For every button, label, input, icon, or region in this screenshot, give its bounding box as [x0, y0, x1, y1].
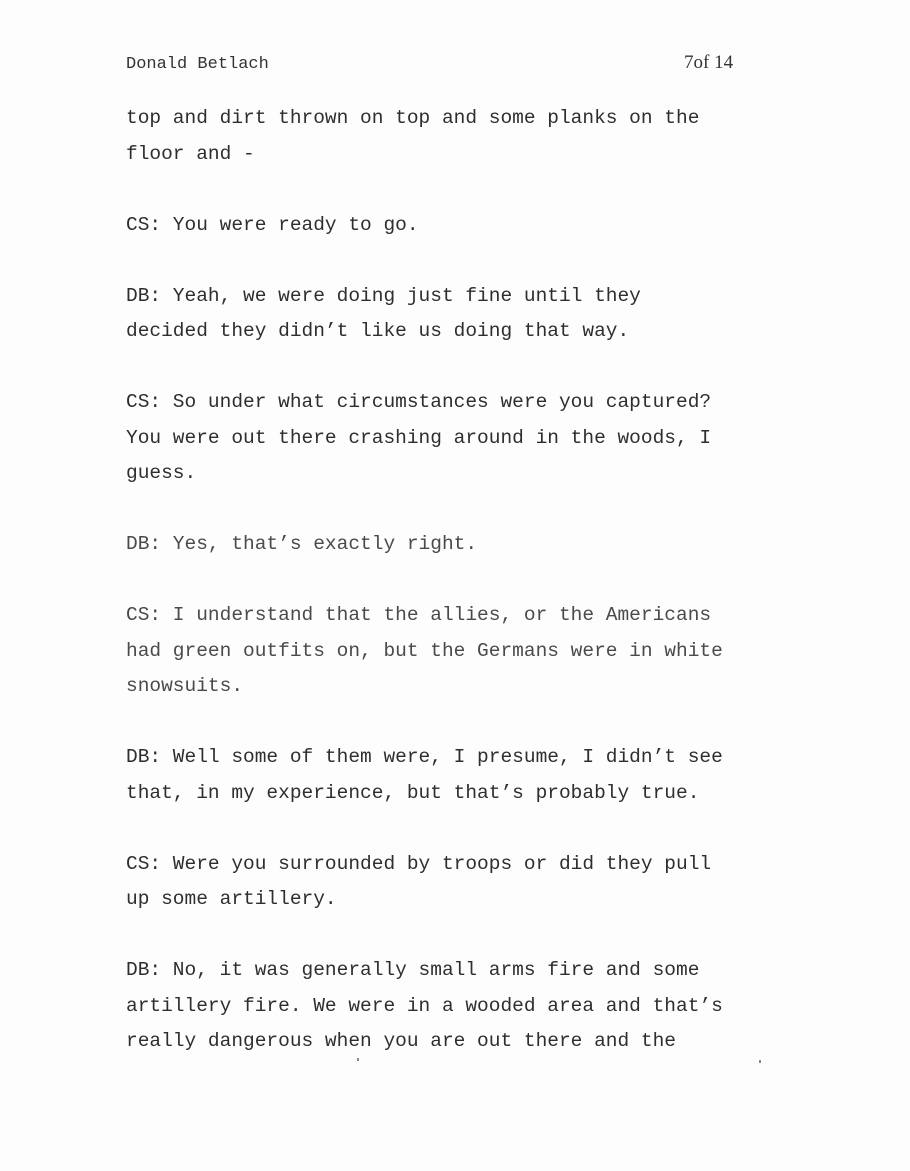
transcript-line: top and dirt thrown on top and some planks on the [126, 107, 700, 129]
scan-speck [759, 1060, 761, 1063]
transcript-line: CS: So under what circumstances were you captured? [126, 391, 712, 413]
transcript-line: really dangerous when you are out there and the [126, 1030, 676, 1052]
transcript-line: DB: No, it was generally small arms fire and some [126, 959, 700, 981]
transcript-line: that, in my experience, but that’s probably true. [126, 781, 700, 804]
transcript-paragraph [126, 279, 786, 350]
transcript-paragraph [126, 208, 786, 244]
transcript-line: guess. [126, 462, 197, 484]
transcript-line: You were out there crashing around in the woods, I [126, 426, 712, 449]
transcript-line: CS: Were you surrounded by troops or did they pull [126, 852, 712, 875]
transcript-paragraph [126, 385, 786, 492]
transcript-line: DB: Yeah, we were doing just fine until they [126, 284, 641, 307]
transcript-paragraph [126, 740, 786, 811]
transcript-paragraph [126, 847, 786, 918]
transcript-line: CS: You were ready to go. [126, 213, 419, 236]
transcript-line: up some artillery. [126, 888, 337, 910]
transcript-line: DB: Yes, that’s exactly right. [126, 533, 478, 555]
transcript-line: had green outfits on, but the Germans were in white [126, 639, 723, 662]
transcript-paragraph [126, 953, 786, 1060]
transcript-body [126, 101, 786, 1095]
header-page-number: 7of 14 [684, 52, 734, 73]
header-interviewee-name: Donald Betlach [126, 55, 269, 74]
transcript-line: artillery fire. We were in a wooded area and that’s [126, 994, 723, 1017]
transcript-paragraph [126, 527, 786, 563]
transcript-paragraph [126, 598, 786, 705]
transcript-line: CS: I understand that the allies, or the Americans [126, 604, 712, 626]
transcript-line: snowsuits. [126, 675, 244, 697]
transcript-line: decided they didn’t like us doing that way. [126, 320, 630, 342]
scan-speck [357, 1058, 359, 1061]
transcript-line: DB: Well some of them were, I presume, I didn’t see [126, 746, 723, 768]
transcript-paragraph [126, 101, 786, 172]
transcript-line: floor and - [126, 142, 255, 165]
